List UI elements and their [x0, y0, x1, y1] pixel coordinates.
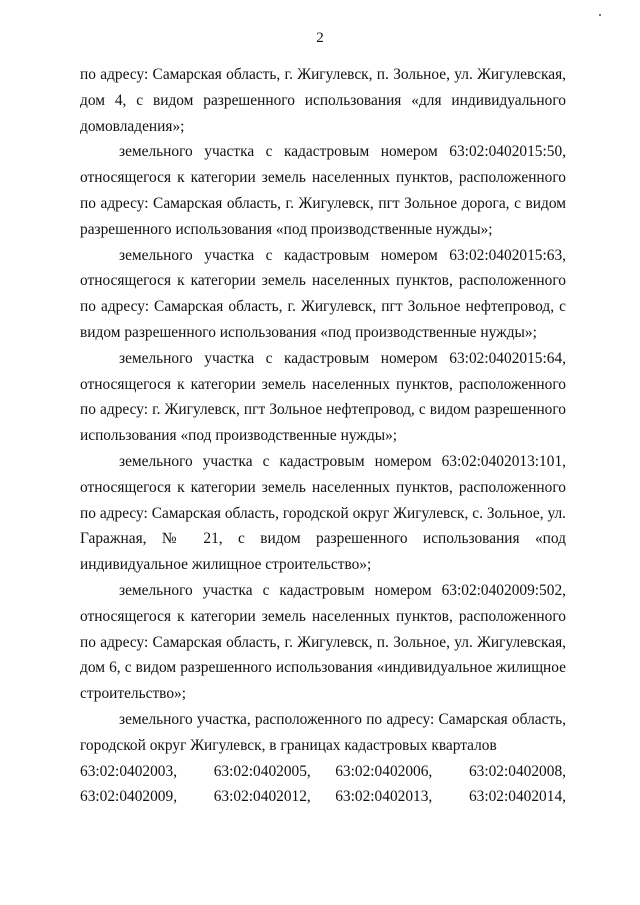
paragraph-parcel-0402013-101: земельного участка с кадастровым номером 63:02:0402013:101, относящегося к категории земель населенных пунктов, расположенного по адресу: Самарская область, городской округ Жигулевск, с. Зольное, ул. Гаражная, № 21, с видом разрешенного использования «под индивидуальное жилищное строительство»;	[80, 452, 566, 574]
cadastral-block-number: 63:02:0402003,	[80, 762, 178, 780]
cadastral-blocks-row	[80, 784, 566, 810]
cadastral-block-number: 63:02:0402012,	[213, 788, 311, 806]
page-number: 2	[316, 30, 324, 46]
cadastral-block-number: 63:02:0402006,	[335, 762, 433, 780]
document-body	[80, 62, 566, 810]
paragraph-address-continuation: по адресу: Самарская область, г. Жигулевск, п. Зольное, ул. Жигулевская, дом 4, с видом разрешенного использования «для индивидуального домовладения»;	[80, 66, 566, 135]
cadastral-blocks-list	[80, 759, 566, 811]
cadastral-blocks-row	[80, 759, 566, 785]
paragraph-parcel-0402015-64: земельного участка с кадастровым номером 63:02:0402015:64, относящегося к категории земель населенных пунктов, расположенного по адресу: г. Жигулевск, пгт Зольное нефтепровод, с видом разрешенного использования «под производственные нужды»;	[80, 349, 566, 445]
cadastral-block-number: 63:02:0402014,	[468, 788, 566, 806]
paragraph-parcel-0402015-63: земельного участка с кадастровым номером 63:02:0402015:63, относящегося к категории земель населенных пунктов, расположенного по адресу: Самарская область, г. Жигулевск, пгт Зольное нефтепровод, с видом разрешенного использования «под производственные нужды»;	[80, 246, 566, 341]
cadastral-block-number: 63:02:0402008,	[468, 762, 566, 780]
paragraph-parcel-0402009-502: земельного участка с кадастровым номером 63:02:0402009:502, относящегося к категории земель населенных пунктов, расположенного по адресу: Самарская область, г. Жигулевск, п. Зольное, ул. Жигулевская, дом 6, с видом разрешенного использования «индивидуальное жилищное строительство»;	[80, 581, 566, 703]
scan-speck	[599, 14, 601, 16]
cadastral-block-number: 63:02:0402009,	[80, 788, 178, 806]
paragraph-parcel-0402015-50: земельного участка с кадастровым номером 63:02:0402015:50, относящегося к категории земель населенных пунктов, расположенного по адресу: Самарская область, г. Жигулевск, пгт Зольное дорога, с видом разрешенного использования «под производственные нужды»;	[80, 143, 566, 238]
paragraph-cadastral-quarters-intro: земельного участка, расположенного по адресу: Самарская область, городской округ Жигулевск, в границах кадастровых кварталов	[80, 710, 566, 754]
cadastral-block-number: 63:02:0402013,	[335, 788, 433, 806]
cadastral-block-number: 63:02:0402005,	[213, 762, 311, 780]
